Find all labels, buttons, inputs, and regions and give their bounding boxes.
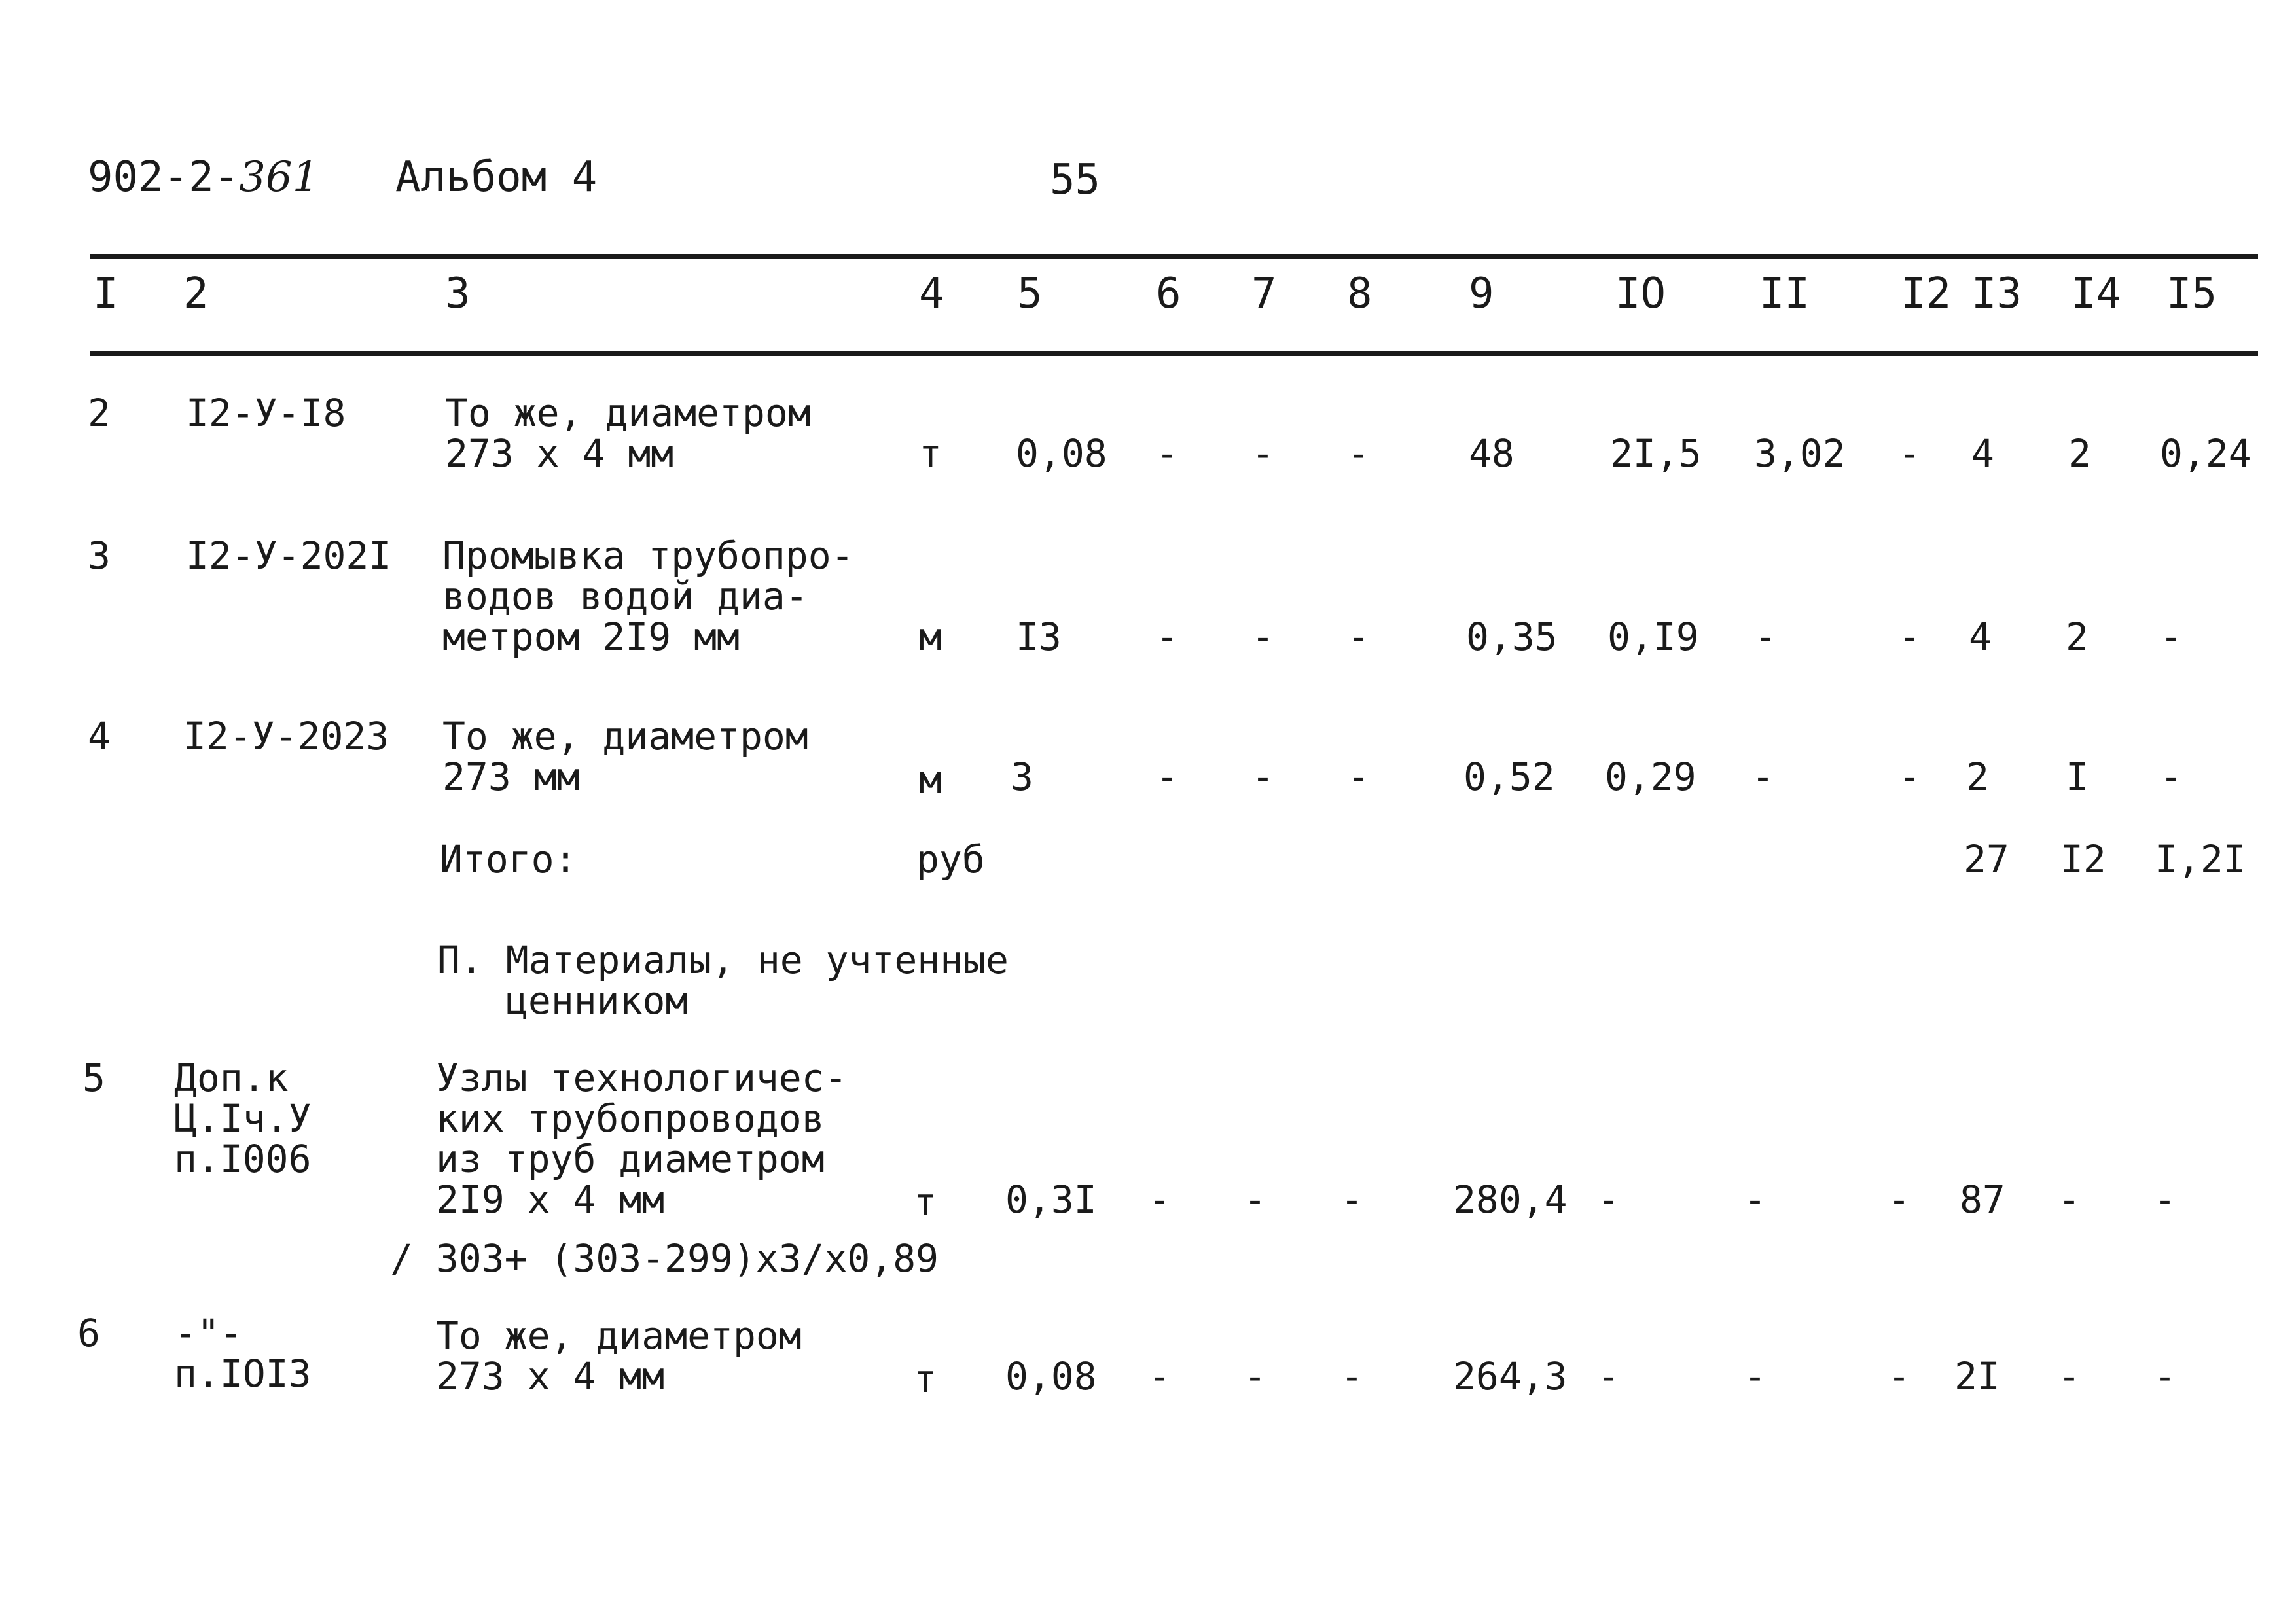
rate-code: Доп.к	[174, 1056, 289, 1100]
column-header-15: I5	[2166, 270, 2217, 318]
document-code	[88, 153, 319, 202]
column-header-1: I	[93, 270, 118, 318]
row-number: 3	[88, 533, 111, 578]
col-15: 0,24	[2160, 431, 2251, 476]
total-unit: руб	[916, 837, 985, 882]
total-label: Итого:	[440, 837, 577, 882]
col-6: -	[1156, 615, 1179, 659]
col-12: -	[1898, 431, 1921, 476]
section-title-line: П. Материалы, не учтенные	[437, 938, 1009, 982]
col-14: -	[2058, 1354, 2081, 1399]
section-title-line: ценником	[505, 978, 689, 1023]
rate-code: п.IOI3	[174, 1351, 312, 1396]
col-12: -	[1888, 1354, 1910, 1399]
col-9: 0,35	[1466, 615, 1558, 659]
col-14: -	[2058, 1177, 2081, 1222]
col-15: -	[2153, 1177, 2176, 1222]
col-8: -	[1347, 615, 1370, 659]
column-header-6: 6	[1156, 270, 1181, 318]
column-header-11: II	[1759, 270, 1810, 318]
description-line: 273 мм	[442, 755, 580, 799]
col-8: -	[1347, 431, 1370, 476]
unit: т	[919, 431, 942, 476]
unit: т	[914, 1357, 937, 1401]
description-line: 273 x 4 мм	[445, 431, 674, 476]
col-9: 280,4	[1453, 1177, 1568, 1222]
col-11: -	[1754, 615, 1777, 659]
col-10: 2I,5	[1610, 431, 1702, 476]
col-12: -	[1888, 1177, 1910, 1222]
column-header-7: 7	[1251, 270, 1277, 318]
col-15: -	[2160, 755, 2183, 799]
column-header-9: 9	[1469, 270, 1494, 318]
col-11: 3,02	[1754, 431, 1846, 476]
description-line: водов водой диа-	[442, 574, 808, 618]
column-header-8: 8	[1347, 270, 1372, 318]
col-10: 0,I9	[1607, 615, 1699, 659]
total-col-15: I,2I	[2155, 837, 2246, 882]
row-number: 4	[88, 714, 111, 758]
col-8: -	[1347, 755, 1370, 799]
description-line: ких трубопроводов	[436, 1096, 825, 1141]
col-7: -	[1251, 755, 1274, 799]
description-line: из труб диаметром	[436, 1137, 825, 1181]
total-col-13: 27	[1964, 837, 2009, 882]
rate-code: I2-У-I8	[186, 391, 346, 435]
column-header-4: 4	[919, 270, 944, 318]
col-12: -	[1898, 615, 1921, 659]
total-col-14: I2	[2060, 837, 2106, 882]
col-14: I	[2066, 755, 2089, 799]
column-header-14: I4	[2071, 270, 2122, 318]
description-line: Узлы технологичес-	[436, 1056, 848, 1100]
col-11: -	[1744, 1354, 1767, 1399]
description-line: То же, диаметром	[442, 714, 808, 758]
page-number: 55	[1050, 156, 1101, 204]
document-code-handwritten: 361	[239, 153, 319, 202]
quantity: 0,3I	[1005, 1177, 1097, 1222]
col-13: 2	[1966, 755, 1989, 799]
col-15: -	[2160, 615, 2183, 659]
col-8: -	[1340, 1177, 1363, 1222]
row-number: 5	[82, 1056, 105, 1100]
column-header-10: IO	[1615, 270, 1666, 318]
col-10: -	[1597, 1354, 1620, 1399]
album-label: Альбом 4	[395, 153, 598, 202]
rate-code: -"-	[174, 1311, 243, 1355]
col-13: 2I	[1954, 1354, 2000, 1399]
col-9: 264,3	[1453, 1354, 1568, 1399]
unit: м	[919, 757, 942, 802]
col-12: -	[1898, 755, 1921, 799]
document-code-printed: 902-2-	[88, 153, 240, 202]
column-header-2: 2	[183, 270, 209, 318]
top-rule	[90, 254, 2258, 259]
rate-code: I2-У-2023	[183, 714, 389, 758]
col-13: 87	[1960, 1177, 2005, 1222]
col-6: -	[1148, 1177, 1171, 1222]
quantity: I3	[1016, 615, 1062, 659]
description-line: 2I9 x 4 мм	[436, 1177, 665, 1222]
column-header-12: I2	[1901, 270, 1952, 318]
col-14: 2	[2066, 615, 2089, 659]
column-header-13: I3	[1971, 270, 2022, 318]
quantity: 0,08	[1005, 1354, 1097, 1399]
col-15: -	[2153, 1354, 2176, 1399]
header-bottom-rule	[90, 351, 2258, 356]
col-11: -	[1744, 1177, 1767, 1222]
col-14: 2	[2068, 431, 2091, 476]
description-line: метром 2I9 мм	[442, 615, 740, 659]
description-line: Промывка трубопро-	[442, 533, 854, 578]
col-13: 4	[1971, 431, 1994, 476]
col-10: 0,29	[1605, 755, 1696, 799]
col-6: -	[1156, 755, 1179, 799]
col-8: -	[1340, 1354, 1363, 1399]
unit: т	[914, 1180, 937, 1224]
quantity: 3	[1011, 755, 1033, 799]
description-line: То же, диаметром	[445, 391, 811, 435]
row-number: 6	[77, 1311, 100, 1355]
col-7: -	[1244, 1177, 1266, 1222]
col-10: -	[1597, 1177, 1620, 1222]
col-9: 48	[1469, 431, 1515, 476]
col-13: 4	[1969, 615, 1992, 659]
col-6: -	[1148, 1354, 1171, 1399]
col-11: -	[1751, 755, 1774, 799]
rate-code: п.I006	[174, 1137, 312, 1181]
description-line: 273 x 4 мм	[436, 1354, 665, 1399]
description-line: То же, диаметром	[436, 1313, 802, 1358]
quantity: 0,08	[1016, 431, 1107, 476]
rate-code: I2-У-202I	[186, 533, 392, 578]
row-number: 2	[88, 391, 111, 435]
column-header-3: 3	[445, 270, 471, 318]
rate-code: Ц.Iч.У	[174, 1096, 312, 1141]
col-7: -	[1244, 1354, 1266, 1399]
price-formula: / 303+ (303-299)x3/x0,89	[390, 1236, 939, 1281]
col-9: 0,52	[1463, 755, 1555, 799]
col-7: -	[1251, 615, 1274, 659]
column-header-5: 5	[1017, 270, 1043, 318]
col-6: -	[1156, 431, 1179, 476]
unit: м	[919, 615, 942, 659]
col-7: -	[1251, 431, 1274, 476]
